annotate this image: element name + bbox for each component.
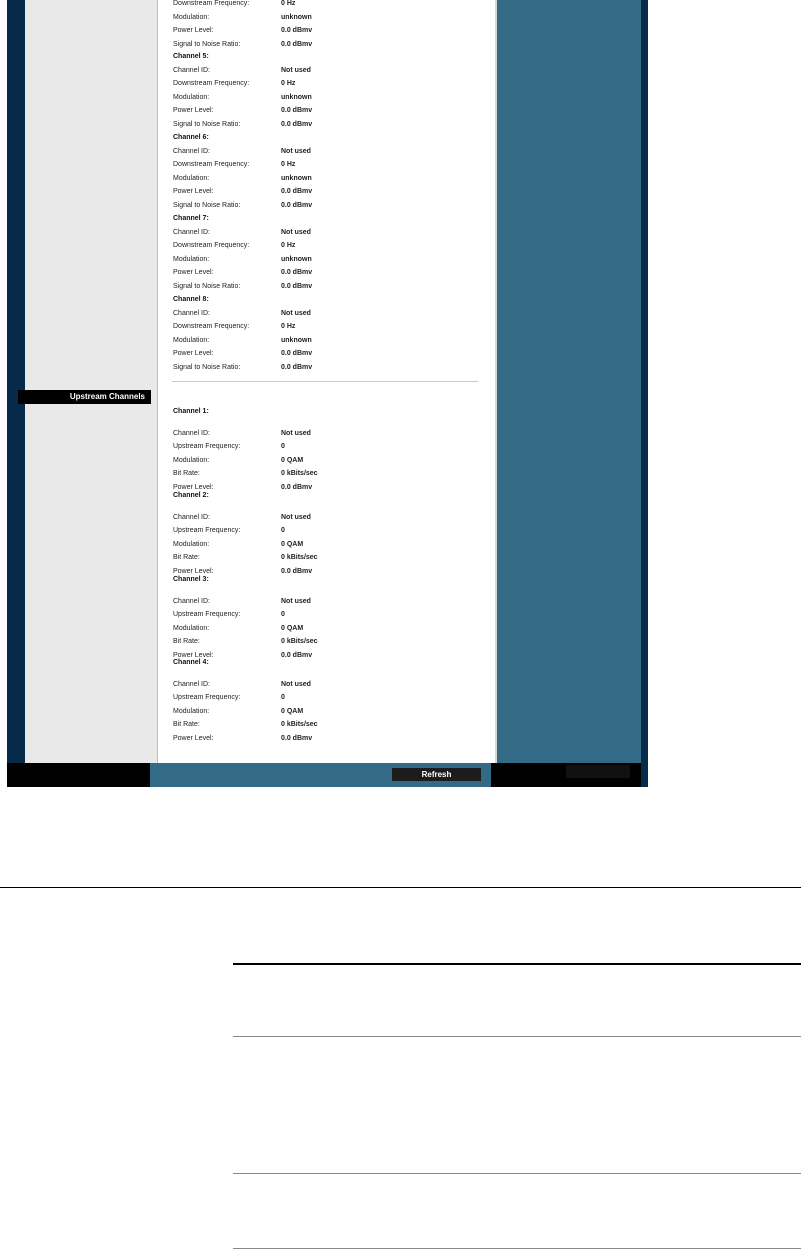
status-label: Signal to Noise Ratio: (173, 201, 241, 209)
status-row (173, 636, 318, 648)
status-row (173, 25, 312, 37)
status-value: 0 QAM (281, 540, 304, 548)
status-value: 0 Hz (281, 161, 296, 168)
status-label: Power Level: (173, 27, 214, 34)
status-label: Upstream Frequency: (173, 443, 241, 451)
status-value: 0.0 dBmv (281, 483, 313, 491)
status-label: Channel ID: (173, 147, 210, 155)
status-value: 0.0 dBmv (281, 40, 313, 48)
status-row (173, 227, 311, 239)
status-row (173, 92, 312, 104)
status-value: 0.0 dBmv (281, 282, 313, 290)
channel-heading: Channel 2: (173, 492, 209, 499)
status-label: Channel ID: (173, 680, 210, 688)
status-row (173, 512, 311, 524)
status-value: 0 kBits/sec (281, 638, 318, 646)
status-row (173, 733, 312, 745)
status-label: Channel ID: (173, 228, 210, 236)
status-label: Signal to Noise Ratio: (173, 282, 241, 290)
status-value: Not used (281, 513, 311, 521)
status-row (173, 78, 295, 90)
status-row (173, 39, 312, 51)
status-label: Downstream Frequency: (173, 0, 250, 7)
status-value: 0.0 dBmv (281, 269, 313, 276)
channel-heading: Channel 4: (173, 659, 209, 666)
status-value: unknown (281, 336, 312, 344)
status-row (173, 105, 312, 117)
status-value: 0.0 dBmv (281, 201, 313, 209)
status-label: Bit Rate: (173, 470, 200, 478)
status-label: Channel ID: (173, 429, 210, 437)
status-value: unknown (281, 13, 312, 21)
status-label: Power Level: (173, 107, 214, 114)
status-label: Power Level: (173, 734, 214, 742)
status-row (173, 159, 295, 171)
status-row (173, 348, 312, 360)
status-label: Bit Rate: (173, 721, 200, 729)
status-label: Modulation: (173, 456, 210, 464)
status-value: 0 Hz (281, 242, 296, 249)
status-label: Bit Rate: (173, 638, 200, 646)
status-label: Downstream Frequency: (173, 242, 250, 249)
section-separator (172, 381, 478, 382)
left-sidebar (25, 0, 158, 763)
status-row (173, 146, 311, 158)
status-label: Power Level: (173, 350, 214, 357)
status-label: Modulation: (173, 336, 210, 344)
status-row (173, 119, 312, 131)
table-rule-top (233, 963, 801, 965)
status-label: Bit Rate: (173, 554, 200, 562)
status-value: 0 kBits/sec (281, 554, 318, 562)
page-rule (0, 887, 801, 888)
status-value: 0.0 dBmv (281, 567, 313, 575)
status-value: 0 Hz (281, 80, 296, 87)
status-row (173, 552, 318, 564)
status-row (173, 186, 312, 198)
status-value: 0.0 dBmv (281, 350, 313, 357)
status-label: Modulation: (173, 174, 210, 182)
channel-heading: Channel 8: (173, 296, 209, 303)
status-row (173, 335, 312, 347)
status-value: unknown (281, 174, 312, 182)
status-label: Channel ID: (173, 309, 210, 317)
status-row (173, 240, 295, 252)
channel-heading: Channel 6: (173, 134, 209, 141)
status-value: 0 (281, 527, 285, 535)
status-row (173, 623, 303, 635)
status-label: Modulation: (173, 93, 210, 101)
status-value: 0.0 dBmv (281, 27, 313, 34)
status-label: Signal to Noise Ratio: (173, 363, 241, 371)
status-row (173, 0, 295, 10)
status-row (173, 428, 311, 440)
status-value: 0.0 dBmv (281, 734, 313, 742)
status-row (173, 539, 303, 551)
status-value: unknown (281, 255, 312, 263)
status-label: Modulation: (173, 624, 210, 632)
content-edge (495, 0, 497, 763)
status-row (173, 65, 311, 77)
status-row (173, 455, 303, 467)
status-row (173, 321, 295, 333)
status-label: Downstream Frequency: (173, 323, 250, 330)
sidebar-divider (157, 0, 158, 763)
status-value: Not used (281, 147, 311, 155)
status-label: Downstream Frequency: (173, 161, 250, 168)
channel-heading: Channel 1: (173, 408, 209, 415)
status-value: Not used (281, 66, 311, 74)
status-value: 0.0 dBmv (281, 363, 313, 371)
status-value: Not used (281, 429, 311, 437)
status-label: Signal to Noise Ratio: (173, 120, 241, 128)
status-value: 0 QAM (281, 456, 304, 464)
status-row (173, 281, 312, 293)
status-label: Channel ID: (173, 66, 210, 74)
status-value: unknown (281, 93, 312, 101)
status-row (173, 441, 285, 453)
status-value: Not used (281, 228, 311, 236)
status-value: 0 Hz (281, 0, 296, 7)
channel-heading: Channel 3: (173, 576, 209, 583)
channel-heading: Channel 7: (173, 215, 209, 222)
status-value: 0 QAM (281, 624, 304, 632)
status-row (173, 525, 285, 537)
refresh-button[interactable]: Refresh (392, 768, 481, 781)
channel-heading: Channel 5: (173, 53, 209, 60)
status-row (173, 173, 312, 185)
status-value: 0.0 dBmv (281, 651, 313, 659)
status-row (173, 679, 311, 691)
status-label: Channel ID: (173, 513, 210, 521)
right-panel (497, 0, 641, 763)
status-label: Upstream Frequency: (173, 527, 241, 535)
status-value: Not used (281, 597, 311, 605)
status-row (173, 609, 285, 621)
status-label: Modulation: (173, 540, 210, 548)
status-value: 0 (281, 443, 285, 451)
status-row (173, 12, 312, 24)
status-label: Modulation: (173, 13, 210, 21)
status-label: Modulation: (173, 707, 210, 715)
status-row (173, 267, 312, 279)
status-value: 0 kBits/sec (281, 470, 318, 478)
status-value: 0.0 dBmv (281, 188, 313, 195)
status-row (173, 362, 312, 374)
bottom-right-tab (566, 765, 630, 778)
status-value: 0 (281, 611, 285, 619)
table-rule (233, 1036, 801, 1037)
status-row (173, 719, 318, 731)
status-value: 0 (281, 694, 285, 702)
status-label: Power Level: (173, 269, 214, 276)
status-row (173, 692, 285, 704)
status-row (173, 200, 312, 212)
status-row (173, 596, 311, 608)
status-label: Power Level: (173, 567, 214, 575)
upstream-channels-tab[interactable]: Upstream Channels (18, 390, 151, 404)
status-value: 0 QAM (281, 707, 304, 715)
status-row (173, 468, 318, 480)
table-rule (233, 1173, 801, 1174)
status-label: Modulation: (173, 255, 210, 263)
status-value: Not used (281, 309, 311, 317)
status-label: Signal to Noise Ratio: (173, 40, 241, 48)
status-row (173, 706, 303, 718)
status-label: Downstream Frequency: (173, 80, 250, 87)
status-label: Power Level: (173, 483, 214, 491)
status-value: 0 Hz (281, 323, 296, 330)
status-label: Power Level: (173, 651, 214, 659)
status-label: Power Level: (173, 188, 214, 195)
status-row (173, 308, 311, 320)
status-value: 0.0 dBmv (281, 107, 313, 114)
status-label: Channel ID: (173, 597, 210, 605)
status-value: 0.0 dBmv (281, 120, 313, 128)
status-label: Upstream Frequency: (173, 694, 241, 702)
status-value: 0 kBits/sec (281, 721, 318, 729)
status-value: Not used (281, 680, 311, 688)
status-row (173, 254, 312, 266)
status-label: Upstream Frequency: (173, 611, 241, 619)
